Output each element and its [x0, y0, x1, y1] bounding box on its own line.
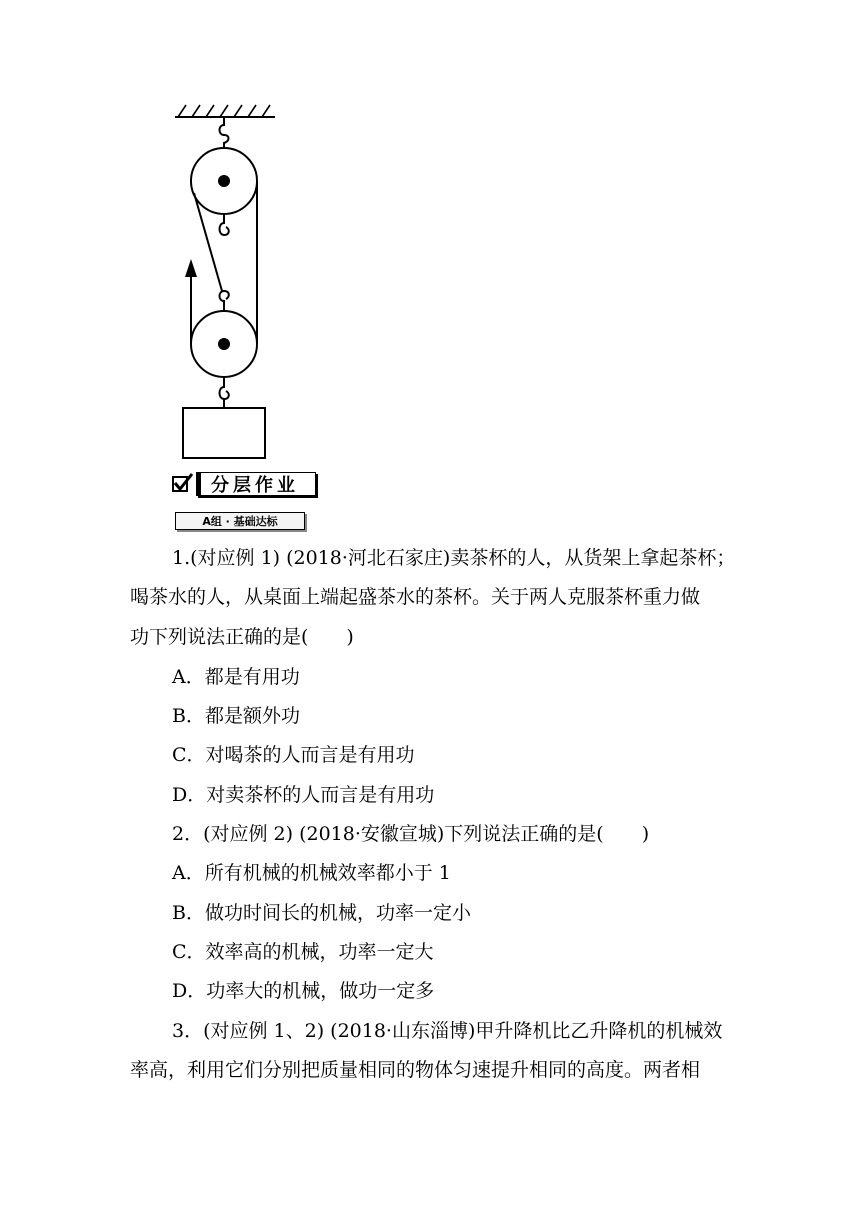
question-3-line-2: 率高，利用它们分别把质量相同的物体匀速提升相同的高度。两者相: [130, 1059, 701, 1081]
movable-pulley-bottom-hook: [220, 377, 229, 399]
checkbox-icon: [172, 476, 188, 492]
question-2-option-d: D．功率大的机械，做功一定多: [172, 980, 435, 1002]
movable-pulley-axle: [218, 338, 230, 350]
question-3-line-1: 3．(对应例 1、2) (2018·山东淄博)甲升降机比乙升降机的机械效: [172, 1020, 723, 1042]
pulley-system-figure: [160, 95, 290, 465]
question-1-line-1: 1.(对应例 1) (2018·河北石家庄)卖茶杯的人，从货架上拿起茶杯；: [172, 547, 736, 569]
ceiling-hatching: [178, 105, 270, 117]
movable-pulley-top-hook: [220, 291, 229, 311]
question-2-option-b: B．做功时间长的机械，功率一定小: [172, 902, 471, 924]
question-2-option-c: C．效率高的机械，功率一定大: [172, 941, 434, 963]
question-1-option-d: D．对卖茶杯的人而言是有用功: [172, 784, 435, 806]
question-1-line-3: 功下列说法正确的是( ): [130, 626, 354, 648]
fixed-pulley-hook: [220, 214, 229, 235]
section-title: 分层作业: [196, 472, 316, 496]
group-label: A组 · 基础达标: [175, 512, 305, 530]
section-header: [172, 470, 316, 498]
question-1-option-b: B．都是额外功: [172, 705, 300, 727]
question-2-option-a: A．所有机械的机械效率都小于 1: [172, 862, 451, 884]
pull-arrow: [185, 259, 197, 277]
weight-block: [183, 408, 265, 458]
question-1-option-c: C．对喝茶的人而言是有用功: [172, 744, 415, 766]
question-1-option-a: A．都是有用功: [172, 666, 300, 688]
top-hook: [220, 117, 229, 147]
question-1-line-2: 喝茶水的人，从桌面上端起盛茶水的茶杯。关于两人克服茶杯重力做: [130, 586, 701, 608]
fixed-pulley-axle: [218, 175, 230, 187]
question-2-line-1: 2．(对应例 2) (2018·安徽宣城)下列说法正确的是( ): [172, 823, 650, 845]
